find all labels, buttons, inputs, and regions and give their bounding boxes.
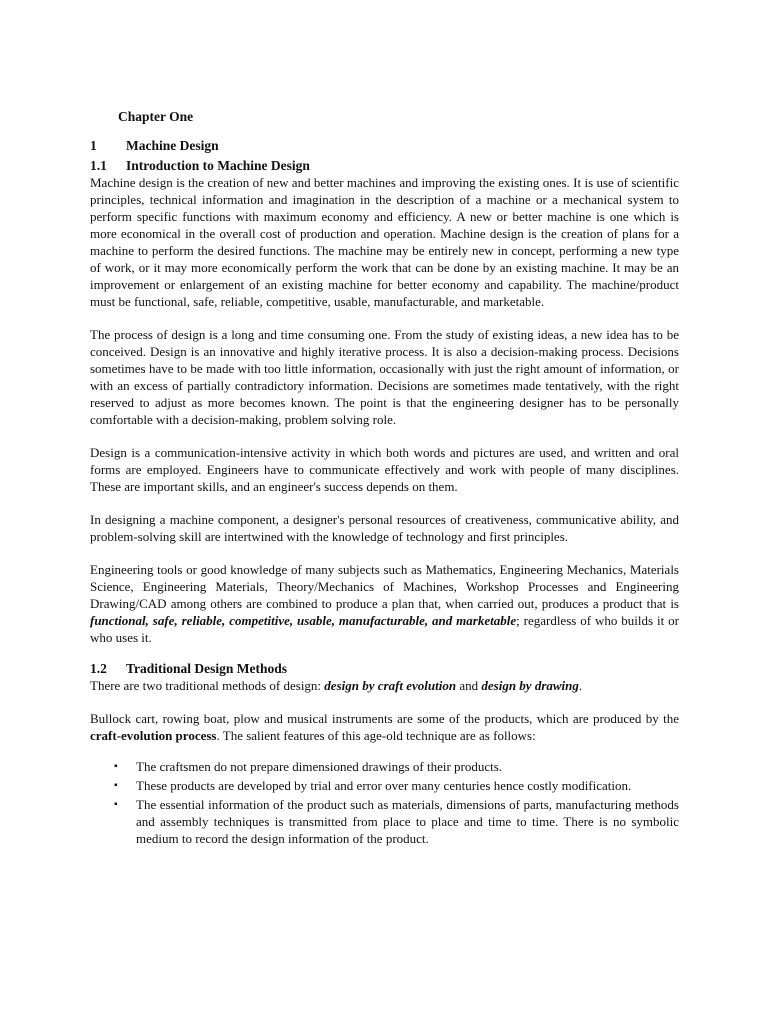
emphasis-text: functional, safe, reliable, competitive, usable, manufacturable, and marketable — [90, 613, 517, 628]
paragraph-intro: Machine design is the creation of new and better machines and improving the existing ones. It is use of scientific principles, technical information and imagination in the description of a machine or a mechanical system to perform specific functions with maximum economy and efficiency. A new or better machine is one which is more economical in the overall cost of production and operation. Machine design is the creation of plans for a machine to perform the desired functions. The machine may be entirely new in concept, performing a new type of work, or it may more economically perform the work that can be done by an existing machine. It may be an improvement or enlargement of an existing machine for better economy and capability. The machine/product must be functional, safe, reliable, competitive, usable, manufacturable, and marketable. — [90, 175, 679, 309]
paragraph-text: Engineering tools or good knowledge of many subjects such as Mathematics, Engineering Mechanics, Materials Science, Engineering Materials, Theory/Mechanics of Machines, Workshop Processes and Engineering Drawing/CAD among others are combined to produce a plan that, when carried out, produces a product that is — [90, 562, 679, 611]
list-item — [90, 796, 679, 847]
paragraph-methods — [90, 677, 679, 694]
document-content — [90, 108, 679, 849]
section-heading-1 — [90, 137, 679, 154]
section-title: Machine Design — [126, 138, 219, 153]
bullet-icon: ▪ — [114, 780, 118, 791]
paragraph-communication: Design is a communication-intensive activity in which both words and pictures are used, and written and oral forms are employed. Engineers have to communicate effectively and work with people of many disciplines. These are important skills, and an engineer's success depends on them. — [90, 445, 679, 494]
craft-bold: craft-evolution process — [90, 728, 217, 743]
paragraph-tail: ; regardless of who builds it or who uses it. — [90, 613, 679, 645]
craft-tail: . The salient features of this age-old technique are as follows: — [216, 728, 536, 743]
bullet-icon: ▪ — [114, 761, 118, 772]
list-item — [90, 758, 679, 775]
list-item — [90, 777, 679, 794]
methods-and: and — [456, 678, 482, 693]
chapter-title: Chapter One — [118, 109, 194, 124]
method-drawing: design by drawing — [481, 678, 579, 693]
paragraph-design-process: The process of design is a long and time consuming one. From the study of existing ideas, a new idea has to be conceived. Design is an innovative and highly iterative process. It is also a decision-making process. Decisions sometimes have to be made with too little information, occasionally with just the right amount of information, or with an excess of partially contradictory information. Decisions are sometimes made tentatively, with the right reserved to adjust as more becomes known. The point is that the engineering designer has to be personally comfortable with a decision-making, problem solving role. — [90, 327, 679, 427]
section-heading-1-1 — [90, 157, 679, 174]
section-title: Introduction to Machine Design — [126, 158, 310, 173]
method-craft-evolution: design by craft evolution — [324, 678, 457, 693]
methods-lead: There are two traditional methods of design: — [90, 678, 325, 693]
section-number: 1.1 — [90, 158, 107, 173]
list-item-text: The essential information of the product such as materials, dimensions of parts, manufacturing methods and assembly techniques is transmitted from place to place and time to time. There is no symbolic medium to record the design information of the product. — [136, 797, 679, 846]
section-title: Traditional Design Methods — [126, 661, 288, 676]
section-heading-1-2 — [90, 660, 679, 677]
list-item-text: These products are developed by trial and error over many centuries hence costly modification. — [136, 778, 632, 793]
paragraph-engineering-tools — [90, 561, 679, 646]
feature-list — [90, 758, 679, 847]
section-number: 1 — [90, 138, 97, 153]
list-item-text: The craftsmen do not prepare dimensioned drawings of their products. — [136, 759, 503, 774]
paragraph-craft-evolution — [90, 710, 679, 744]
section-number: 1.2 — [90, 661, 107, 676]
craft-lead: Bullock cart, rowing boat, plow and musical instruments are some of the products, which are produced by the — [90, 711, 679, 726]
methods-end: . — [578, 678, 583, 693]
paragraph-component: In designing a machine component, a designer's personal resources of creativeness, communicative ability, and problem-solving skill are intertwined with the knowledge of technology and first principles. — [90, 512, 679, 544]
bullet-icon: ▪ — [114, 799, 118, 810]
